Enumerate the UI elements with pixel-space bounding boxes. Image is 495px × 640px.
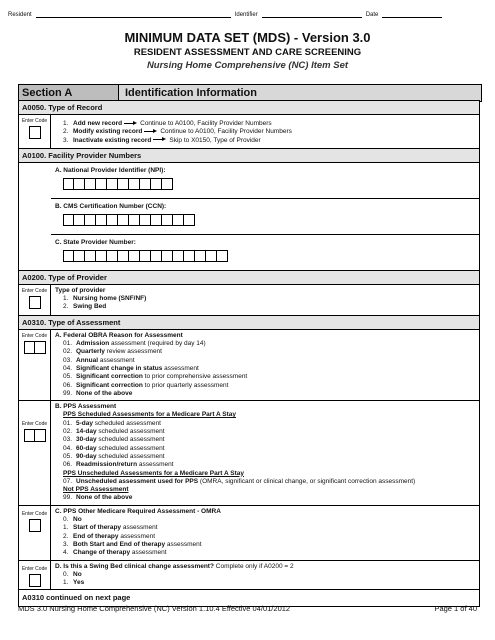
date-label: Date [365, 12, 379, 18]
state-row [19, 235, 479, 270]
a0310b-options [51, 401, 479, 505]
option-item: 02. 14-day scheduled assessment [63, 428, 165, 436]
enter-code-label: Enter Code [21, 565, 48, 572]
page-header [8, 4, 487, 18]
ccn-row [19, 199, 479, 234]
ccn-cells[interactable] [63, 214, 475, 226]
enter-code-cell [19, 561, 51, 590]
enter-code-label: Enter Code [21, 510, 48, 517]
enter-code-cell [19, 330, 51, 400]
a0200-header: A0200. Type of Provider [19, 270, 479, 285]
enter-code-cell [19, 401, 51, 505]
a0200-row [19, 285, 479, 315]
a0200-options [51, 285, 479, 315]
page-footer [18, 604, 477, 613]
a0050-row [19, 115, 479, 148]
enter-code-label: Enter Code [21, 287, 48, 294]
a0310c-code-box[interactable] [29, 519, 41, 532]
state-cells[interactable] [63, 250, 475, 262]
arrow-icon [144, 129, 158, 135]
a0050-options [51, 115, 479, 148]
sub-title: RESIDENT ASSESSMENT AND CARE SCREENING [133, 47, 362, 58]
form-body [18, 100, 480, 607]
a0310a-title: A. Federal OBRA Reason for Assessment [55, 331, 183, 339]
date-line[interactable] [382, 10, 442, 18]
a0200-subtitle: Type of provider [55, 286, 106, 294]
a0310c-title: C. PPS Other Medicare Required Assessment - OMRA [55, 507, 221, 515]
option-item: 05. Significant correction to prior comprehensive assessment [63, 373, 248, 381]
a0310c-options [51, 506, 479, 560]
enter-code-label: Enter Code [21, 332, 48, 339]
enter-code-cell [19, 115, 51, 148]
continued-note: A0310 continued on next page [19, 589, 479, 606]
option-item: 2. Modify existing record Continue to A0100, Facility Provider Numbers [63, 128, 292, 136]
page-number: Page 1 of 40 [434, 604, 477, 613]
arrow-icon [153, 137, 167, 143]
option-item: 99. None of the above [63, 389, 133, 397]
state-label: C. State Provider Number: [55, 238, 136, 246]
a0310d-note: Complete only if A0200 = 2 [213, 562, 294, 570]
option-item: 4. Change of therapy assessment [63, 549, 167, 557]
enter-code-label: Enter Code [21, 118, 48, 124]
a0310d-code-box[interactable] [29, 574, 41, 587]
option-item: 1. Add new record Continue to A0100, Facility Provider Numbers [63, 120, 272, 127]
identifier-line[interactable] [262, 10, 362, 18]
resident-label: Resident [8, 12, 32, 18]
option-item: 1. Nursing home (SNF/NF) [63, 295, 147, 303]
option-item: 3. Inactivate existing record Skip to X0150, Type of Provider [63, 136, 261, 144]
option-item: 07. Unscheduled assessment used for PPS (OMRA, significant or clinical change, or significant correction assessment) [63, 477, 416, 485]
option-item: 99. None of the above [63, 494, 133, 502]
footer-version: MDS 3.0 Nursing Home Comprehensive (NC) Version 1.10.4 Effective 04/01/2012 [18, 604, 291, 613]
pps-scheduled-header: PPS Scheduled Assessments for a Medicare Part A Stay [63, 411, 237, 419]
option-item: 3. Both Start and End of therapy assessment [63, 540, 202, 548]
main-title: MINIMUM DATA SET (MDS) - Version 3.0 [124, 30, 371, 45]
a0100-header: A0100. Facility Provider Numbers [19, 148, 479, 163]
a0310b-row [19, 401, 479, 505]
a0310c-row [19, 506, 479, 560]
enter-code-label: Enter Code [21, 421, 48, 428]
npi-row [19, 163, 479, 198]
a0310a-options [51, 330, 479, 400]
option-item: 2. End of therapy assessment [63, 532, 156, 540]
a0310a-code-box[interactable] [19, 341, 50, 354]
a0310b-title: B. PPS Assessment [55, 403, 117, 411]
option-item: 03. Annual assessment [63, 356, 135, 364]
a0310d-row [19, 561, 479, 590]
identifier-label: Identifier [234, 12, 258, 18]
option-item: 01. Admission assessment (required by day 14) [63, 340, 206, 348]
enter-code-cell [19, 285, 51, 315]
a0310b-code-box[interactable] [19, 429, 50, 442]
npi-cells[interactable] [63, 178, 475, 190]
a0310-header: A0310. Type of Assessment [19, 315, 479, 330]
resident-line[interactable] [36, 10, 231, 18]
option-item: 02. Quarterly review assessment [63, 348, 162, 356]
not-pps-header: Not PPS Assessment [63, 486, 129, 494]
a0310d-options [51, 561, 479, 590]
option-item: 05. 90-day scheduled assessment [63, 452, 165, 460]
section-name: Identification Information [125, 87, 257, 99]
option-item: 01. 5-day scheduled assessment [63, 419, 161, 427]
option-item: 2. Swing Bed [63, 303, 107, 311]
a0310d-title: D. Is this a Swing Bed clinical change assessment? [55, 562, 214, 570]
item-set-title: Nursing Home Comprehensive (NC) Item Set [146, 60, 349, 71]
pps-unscheduled-header: PPS Unscheduled Assessments for a Medicare Part A Stay [63, 469, 244, 477]
option-item: 1. Yes [63, 579, 85, 587]
a0050-code-box[interactable] [29, 126, 41, 139]
npi-label: A. National Provider Identifier (NPI): [55, 166, 166, 174]
option-item: 1. Start of therapy assessment [63, 524, 158, 532]
a0050-header: A0050. Type of Record [19, 100, 479, 115]
option-item: 03. 30-day scheduled assessment [63, 436, 165, 444]
option-item: 0. No [63, 516, 82, 524]
section-label: Section A [19, 85, 119, 101]
option-item: 04. Significant change in status assessment [63, 364, 199, 372]
option-item: 04. 60-day scheduled assessment [63, 444, 165, 452]
form-title [0, 30, 495, 71]
enter-code-cell [19, 506, 51, 560]
option-item: 0. No [63, 570, 82, 578]
ccn-label: B. CMS Certification Number (CCN): [55, 202, 167, 210]
arrow-icon [124, 120, 138, 126]
a0310a-row [19, 330, 479, 400]
a0200-code-box[interactable] [29, 296, 41, 309]
option-item: 06. Readmission/return assessment [63, 461, 174, 469]
option-item: 06. Significant correction to prior quarterly assessment [63, 381, 229, 389]
